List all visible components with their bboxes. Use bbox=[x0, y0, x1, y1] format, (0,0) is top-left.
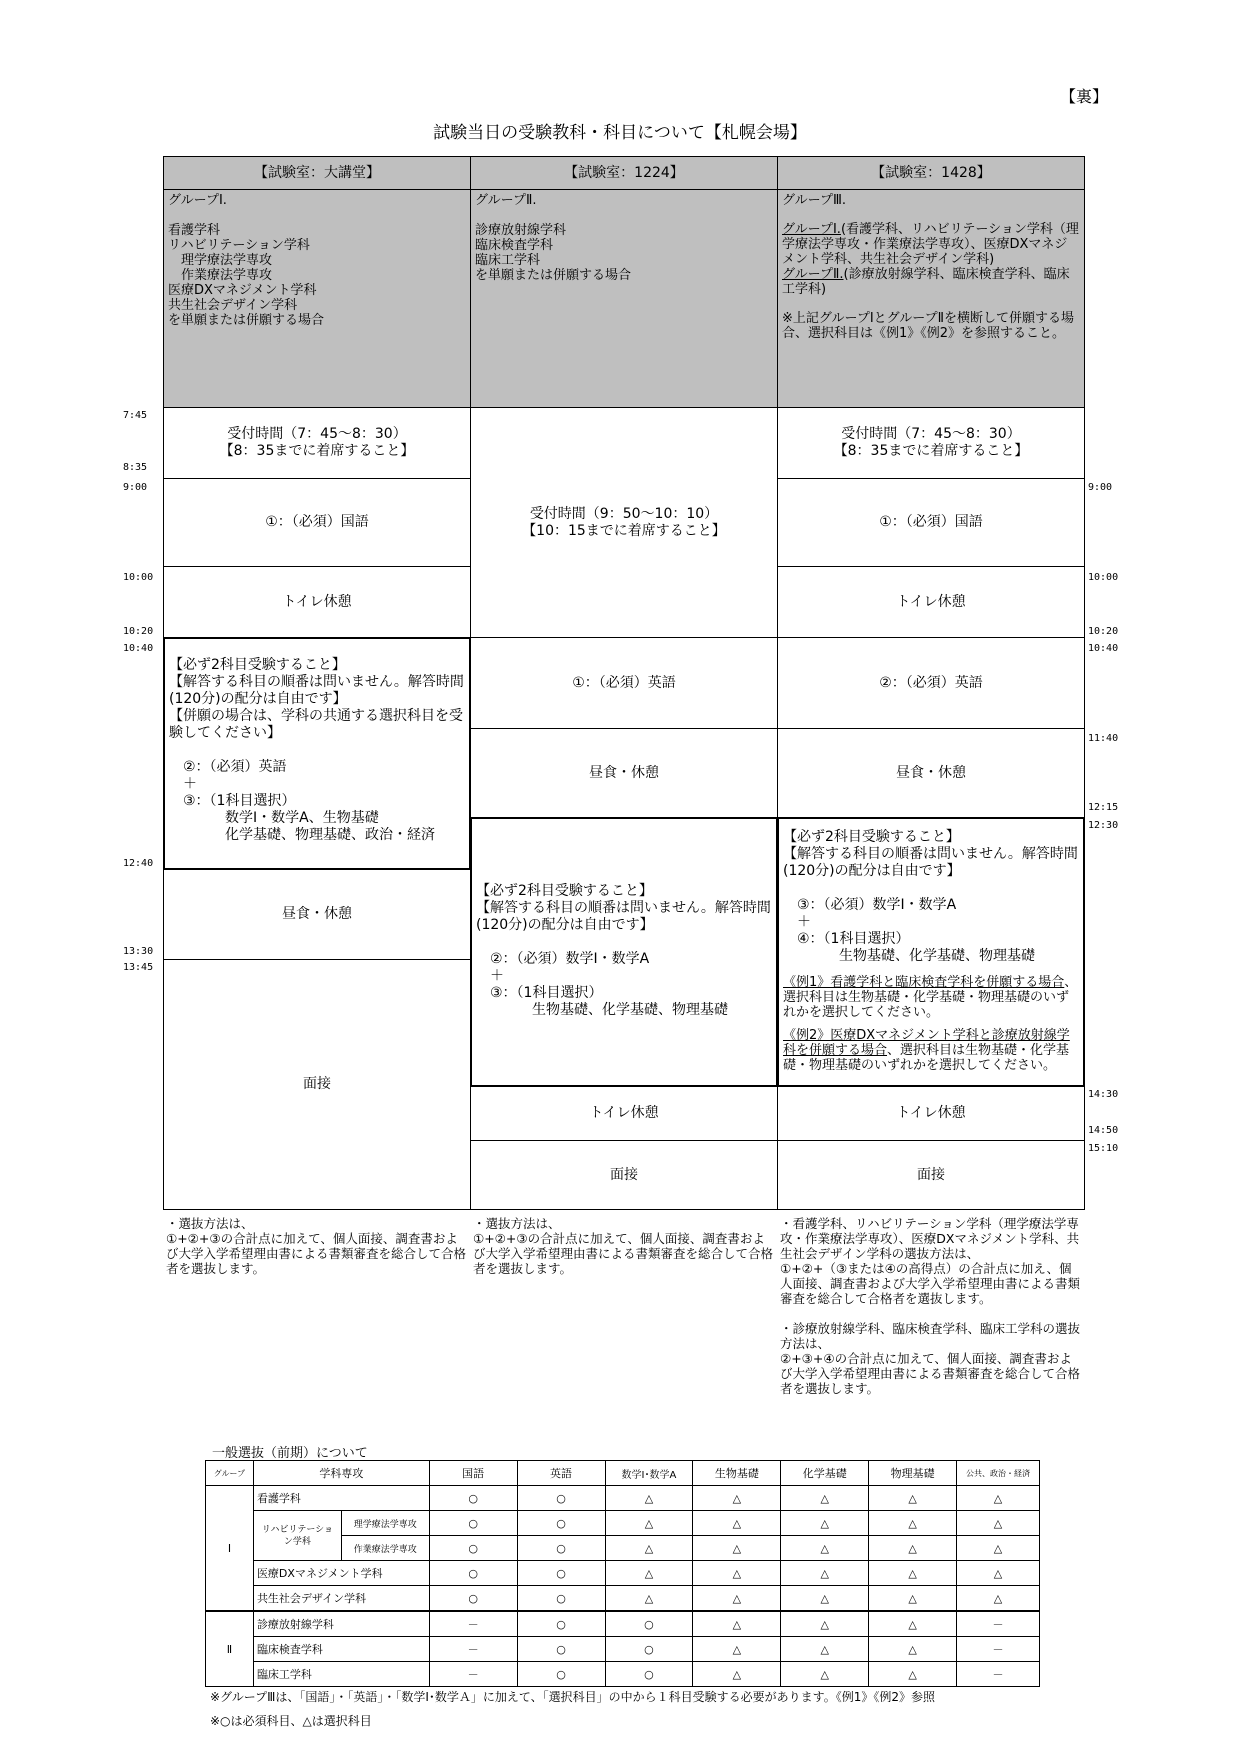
row-name: 共生社会デザイン学科 bbox=[253, 1586, 429, 1612]
time-label: 10:20 bbox=[1088, 626, 1119, 637]
room-header-1428: 【試験室：1428】 bbox=[777, 156, 1085, 190]
mark: － bbox=[957, 1662, 1040, 1687]
mark: △ bbox=[781, 1561, 869, 1586]
time-label: 9:00 bbox=[1088, 482, 1113, 493]
time-label: 15:10 bbox=[1088, 1143, 1119, 1154]
group-3-ref-g1: グループⅠ. bbox=[782, 222, 841, 237]
mark: － bbox=[429, 1662, 517, 1687]
mark: △ bbox=[605, 1536, 693, 1561]
time-label: 12:30 bbox=[1088, 820, 1119, 831]
col3-example-1-text: 、選択科目は生物基礎・化学基礎・物理基礎のいずれかを選択してください。 bbox=[783, 975, 1078, 1020]
mark: △ bbox=[693, 1561, 781, 1586]
row-name: 作業療法学専攻 bbox=[341, 1536, 429, 1561]
group-3-heading: グループⅢ. bbox=[782, 193, 847, 208]
table-row bbox=[206, 1611, 1040, 1637]
group-2-text: グループⅡ. 診療放射線学科 臨床検査学科 臨床工学科 を単願または併願する場合 bbox=[475, 193, 632, 283]
header-biology: 生物基礎 bbox=[693, 1461, 781, 1486]
group-1-description bbox=[163, 189, 471, 408]
mark: △ bbox=[781, 1611, 869, 1637]
table-row bbox=[206, 1511, 1040, 1536]
mark: ○ bbox=[517, 1586, 605, 1612]
mark: ○ bbox=[517, 1536, 605, 1561]
col1-exam-block bbox=[163, 637, 471, 870]
mark: △ bbox=[693, 1662, 781, 1687]
col1-japanese-exam: ①：（必須）国語 bbox=[163, 478, 471, 567]
table-row bbox=[206, 1486, 1040, 1511]
mark: △ bbox=[693, 1637, 781, 1662]
col2-toilet-break: トイレ休憩 bbox=[470, 1086, 778, 1141]
mark: △ bbox=[781, 1536, 869, 1561]
group-cell-2: Ⅱ bbox=[206, 1611, 254, 1687]
col2-selection-note: ・選抜方法は、 ①+②+③の合計点に加えて、個人面接、調査書および大学入学希望理由書による書類審査を総合して合格者を選抜します。 bbox=[473, 1216, 774, 1276]
table-row bbox=[206, 1637, 1040, 1662]
time-label: 14:50 bbox=[1088, 1125, 1119, 1136]
mark: △ bbox=[605, 1561, 693, 1586]
col3-example-2-title: 《例2》医療DXマネジメント学科と診療放射線学科を併願する場合 bbox=[783, 1028, 1070, 1058]
group-3-ref-g1-text: (看護学科、リハビリテーション学科（理学療法学専攻・作業療法学専攻）、医療DXマネジメント学科、共生社会デザイン学科) bbox=[782, 222, 1079, 267]
col3-exam-text: 【必ず2科目受験すること】 【解答する科目の順番は問いません。解答時間(120分)の配分は自由です】 ③：（必須）数学Ⅰ・数学A ＋ ④：（1科目選択） 生物基礎、化学基礎、物理基礎 bbox=[783, 829, 1078, 964]
mark: △ bbox=[693, 1511, 781, 1536]
mark: △ bbox=[605, 1486, 693, 1511]
header-math: 数学Ⅰ･数学A bbox=[605, 1461, 693, 1486]
col1-selection-note: ・選抜方法は、 ①+②+③の合計点に加えて、個人面接、調査書および大学入学希望理由書による書類審査を総合して合格者を選抜します。 bbox=[166, 1216, 467, 1276]
table-row bbox=[206, 1662, 1040, 1687]
time-label: 12:15 bbox=[1088, 802, 1119, 813]
col2-reception: 受付時間（9：50～10：10） 【10：15までに着席すること】 bbox=[470, 407, 778, 638]
col3-example-2-text: 、選択科目は生物基礎・化学基礎・物理基礎のいずれかを選択してください。 bbox=[783, 1043, 1070, 1073]
mark: △ bbox=[957, 1511, 1040, 1536]
mark: ○ bbox=[429, 1586, 517, 1612]
mark: ○ bbox=[605, 1637, 693, 1662]
mark: △ bbox=[869, 1586, 957, 1612]
rehab-dept-cell: リハビリテーション学科 bbox=[253, 1511, 341, 1561]
time-label: 10:20 bbox=[123, 626, 154, 637]
header-japanese: 国語 bbox=[429, 1461, 517, 1486]
col2-lunch: 昼食・休憩 bbox=[470, 728, 778, 818]
group-3-note: ※上記グループⅠとグループⅡを横断して併願する場合、選択科目は《例1》《例2》を参照すること。 bbox=[782, 311, 1075, 341]
mark: △ bbox=[693, 1586, 781, 1612]
col1-toilet-break: トイレ休憩 bbox=[163, 566, 471, 638]
mark: △ bbox=[781, 1586, 869, 1612]
mark: △ bbox=[957, 1536, 1040, 1561]
time-label: 10:00 bbox=[1088, 572, 1119, 583]
mark: △ bbox=[693, 1611, 781, 1637]
col3-exam-block bbox=[777, 817, 1085, 1087]
col1-interview: 面接 bbox=[163, 959, 471, 1210]
mark: △ bbox=[693, 1486, 781, 1511]
time-label: 8:35 bbox=[123, 462, 148, 473]
col1-lunch: 昼食・休憩 bbox=[163, 869, 471, 960]
mark: ○ bbox=[517, 1611, 605, 1637]
mark: ○ bbox=[605, 1611, 693, 1637]
footnote-legend: ※○は必須科目、△は選択科目 bbox=[210, 1714, 372, 1728]
mark: ○ bbox=[429, 1511, 517, 1536]
row-name: 臨床工学科 bbox=[253, 1662, 429, 1687]
mark: △ bbox=[781, 1662, 869, 1687]
footnote-group3: ※グループⅢは、「国語」・「英語」・「数学Ⅰ･数学Ａ」に加えて、「選択科目」の中から１科目受験する必要があります。《例1》《例2》参照 bbox=[210, 1690, 935, 1704]
mark: ○ bbox=[517, 1511, 605, 1536]
header-department: 学科専攻 bbox=[253, 1461, 429, 1486]
mark: △ bbox=[605, 1511, 693, 1536]
row-name: 理学療法学専攻 bbox=[341, 1511, 429, 1536]
mark: － bbox=[429, 1611, 517, 1637]
mark: ○ bbox=[517, 1637, 605, 1662]
col3-interview: 面接 bbox=[777, 1140, 1085, 1210]
header-civics: 公共、政治・経済 bbox=[957, 1461, 1040, 1486]
requirements-table bbox=[205, 1460, 1040, 1687]
mark: △ bbox=[781, 1486, 869, 1511]
time-label: 14:30 bbox=[1088, 1089, 1119, 1100]
mark: △ bbox=[957, 1486, 1040, 1511]
row-name: 臨床検査学科 bbox=[253, 1637, 429, 1662]
table-header-row bbox=[206, 1461, 1040, 1486]
mark: △ bbox=[869, 1561, 957, 1586]
mark: ○ bbox=[517, 1561, 605, 1586]
col3-toilet-break: トイレ休憩 bbox=[777, 566, 1085, 638]
row-name: 医療DXマネジメント学科 bbox=[253, 1561, 429, 1586]
mark: － bbox=[957, 1611, 1040, 1637]
time-label: 7:45 bbox=[123, 410, 148, 421]
mark: △ bbox=[869, 1536, 957, 1561]
col3-example-1-title: 《例1》看護学科と臨床検査学科を併願する場合 bbox=[783, 975, 1065, 990]
col3-lunch: 昼食・休憩 bbox=[777, 728, 1085, 818]
header-english: 英語 bbox=[517, 1461, 605, 1486]
mark: △ bbox=[781, 1637, 869, 1662]
mark: ○ bbox=[517, 1662, 605, 1687]
mark: △ bbox=[957, 1586, 1040, 1612]
table-row bbox=[206, 1561, 1040, 1586]
col2-interview: 面接 bbox=[470, 1140, 778, 1210]
col2-exam-text: 【必ず2科目受験すること】 【解答する科目の順番は問いません。解答時間(120分)の配分は自由です】 ②：（必須）数学Ⅰ・数学A ＋ ③：（1科目選択） 生物基礎、化学基礎、物理基礎 bbox=[476, 883, 771, 1018]
mark: ○ bbox=[605, 1662, 693, 1687]
mark: ○ bbox=[517, 1486, 605, 1511]
mark: △ bbox=[605, 1586, 693, 1612]
mark: ○ bbox=[429, 1486, 517, 1511]
mark: △ bbox=[869, 1611, 957, 1637]
header-chemistry: 化学基礎 bbox=[781, 1461, 869, 1486]
time-label: 11:40 bbox=[1088, 733, 1119, 744]
group-2-description bbox=[470, 189, 778, 408]
time-label: 10:40 bbox=[1088, 643, 1119, 654]
time-label: 13:30 bbox=[123, 946, 154, 957]
time-label: 9:00 bbox=[123, 482, 148, 493]
col1-reception: 受付時間（7：45～8：30） 【8：35までに着席すること】 bbox=[163, 407, 471, 479]
col2-exam-block bbox=[470, 817, 778, 1087]
col3-english-exam: ②：（必須）英語 bbox=[777, 637, 1085, 729]
col3-toilet-break-2: トイレ休憩 bbox=[777, 1086, 1085, 1141]
mark: △ bbox=[693, 1536, 781, 1561]
mark: ○ bbox=[429, 1536, 517, 1561]
table-caption: 一般選抜（前期）について bbox=[212, 1446, 368, 1461]
mark: △ bbox=[957, 1561, 1040, 1586]
group-cell-1: Ⅰ bbox=[206, 1486, 254, 1612]
header-physics: 物理基礎 bbox=[869, 1461, 957, 1486]
table-row bbox=[206, 1586, 1040, 1612]
page-title: 試験当日の受験教科・科目について【札幌会場】 bbox=[433, 123, 807, 143]
mark: △ bbox=[869, 1637, 957, 1662]
col2-english-exam: ①：（必須）英語 bbox=[470, 637, 778, 729]
mark: △ bbox=[869, 1486, 957, 1511]
mark: △ bbox=[781, 1511, 869, 1536]
col3-japanese-exam: ①：（必須）国語 bbox=[777, 478, 1085, 567]
col1-exam-text: 【必ず2科目受験すること】 【解答する科目の順番は問いません。解答時間(120分)の配分は自由です】 【併願の場合は、学科の共通する選択科目を受験してください】 ②：（必須）英語 ＋ ③：（1科目選択） 数学Ⅰ・数学A、生物基礎 化学基礎、物理基礎、政治・経済 bbox=[169, 657, 464, 843]
col3-example-1 bbox=[783, 975, 1079, 1020]
mark: △ bbox=[869, 1662, 957, 1687]
mark: － bbox=[429, 1637, 517, 1662]
time-label: 13:45 bbox=[123, 962, 154, 973]
col3-reception: 受付時間（7：45～8：30） 【8：35までに着席すること】 bbox=[777, 407, 1085, 479]
time-label: 10:00 bbox=[123, 572, 154, 583]
header-group: グループ bbox=[206, 1461, 254, 1486]
col3-selection-note: ・看護学科、リハビリテーション学科（理学療法学専攻・作業療法学専攻）、医療DXマネジメント学科、共生社会デザイン学科の選抜方法は、 ①+②+（③または④の高得点）の合計点に加え、個人面接、調査書および大学入学希望理由書による書類審査を総合して合格者を選抜します。 ・診療放射線学科、臨床検査学科、臨床工学科の選抜方法は、 ②+③+④の合計点に加えて、個人面接、調査書および大学入学希望理由書による書類審査を総合して合格者を選抜します。 bbox=[780, 1216, 1081, 1396]
time-label: 12:40 bbox=[123, 858, 154, 869]
group-3-ref-g2: グループⅡ. bbox=[782, 267, 844, 282]
group-3-description bbox=[777, 189, 1085, 408]
page-side-label: 【裏】 bbox=[1060, 87, 1109, 106]
group-1-text: グループⅠ. 看護学科 リハビリテーション学科 理学療法学専攻 作業療法学専攻 医療DXマネジメント学科 共生社会デザイン学科 を単願または併願する場合 bbox=[168, 193, 325, 328]
mark: ○ bbox=[429, 1561, 517, 1586]
row-name: 看護学科 bbox=[253, 1486, 429, 1511]
mark: △ bbox=[869, 1511, 957, 1536]
group-3-ref-g2-text: (診療放射線学科、臨床検査学科、臨床工学科) bbox=[782, 267, 1070, 297]
room-header-1224: 【試験室：1224】 bbox=[470, 156, 778, 190]
row-name: 診療放射線学科 bbox=[253, 1611, 429, 1637]
room-header-main-hall: 【試験室：大講堂】 bbox=[163, 156, 471, 190]
mark: － bbox=[957, 1637, 1040, 1662]
time-label: 10:40 bbox=[123, 643, 154, 654]
col3-example-2 bbox=[783, 1028, 1079, 1073]
